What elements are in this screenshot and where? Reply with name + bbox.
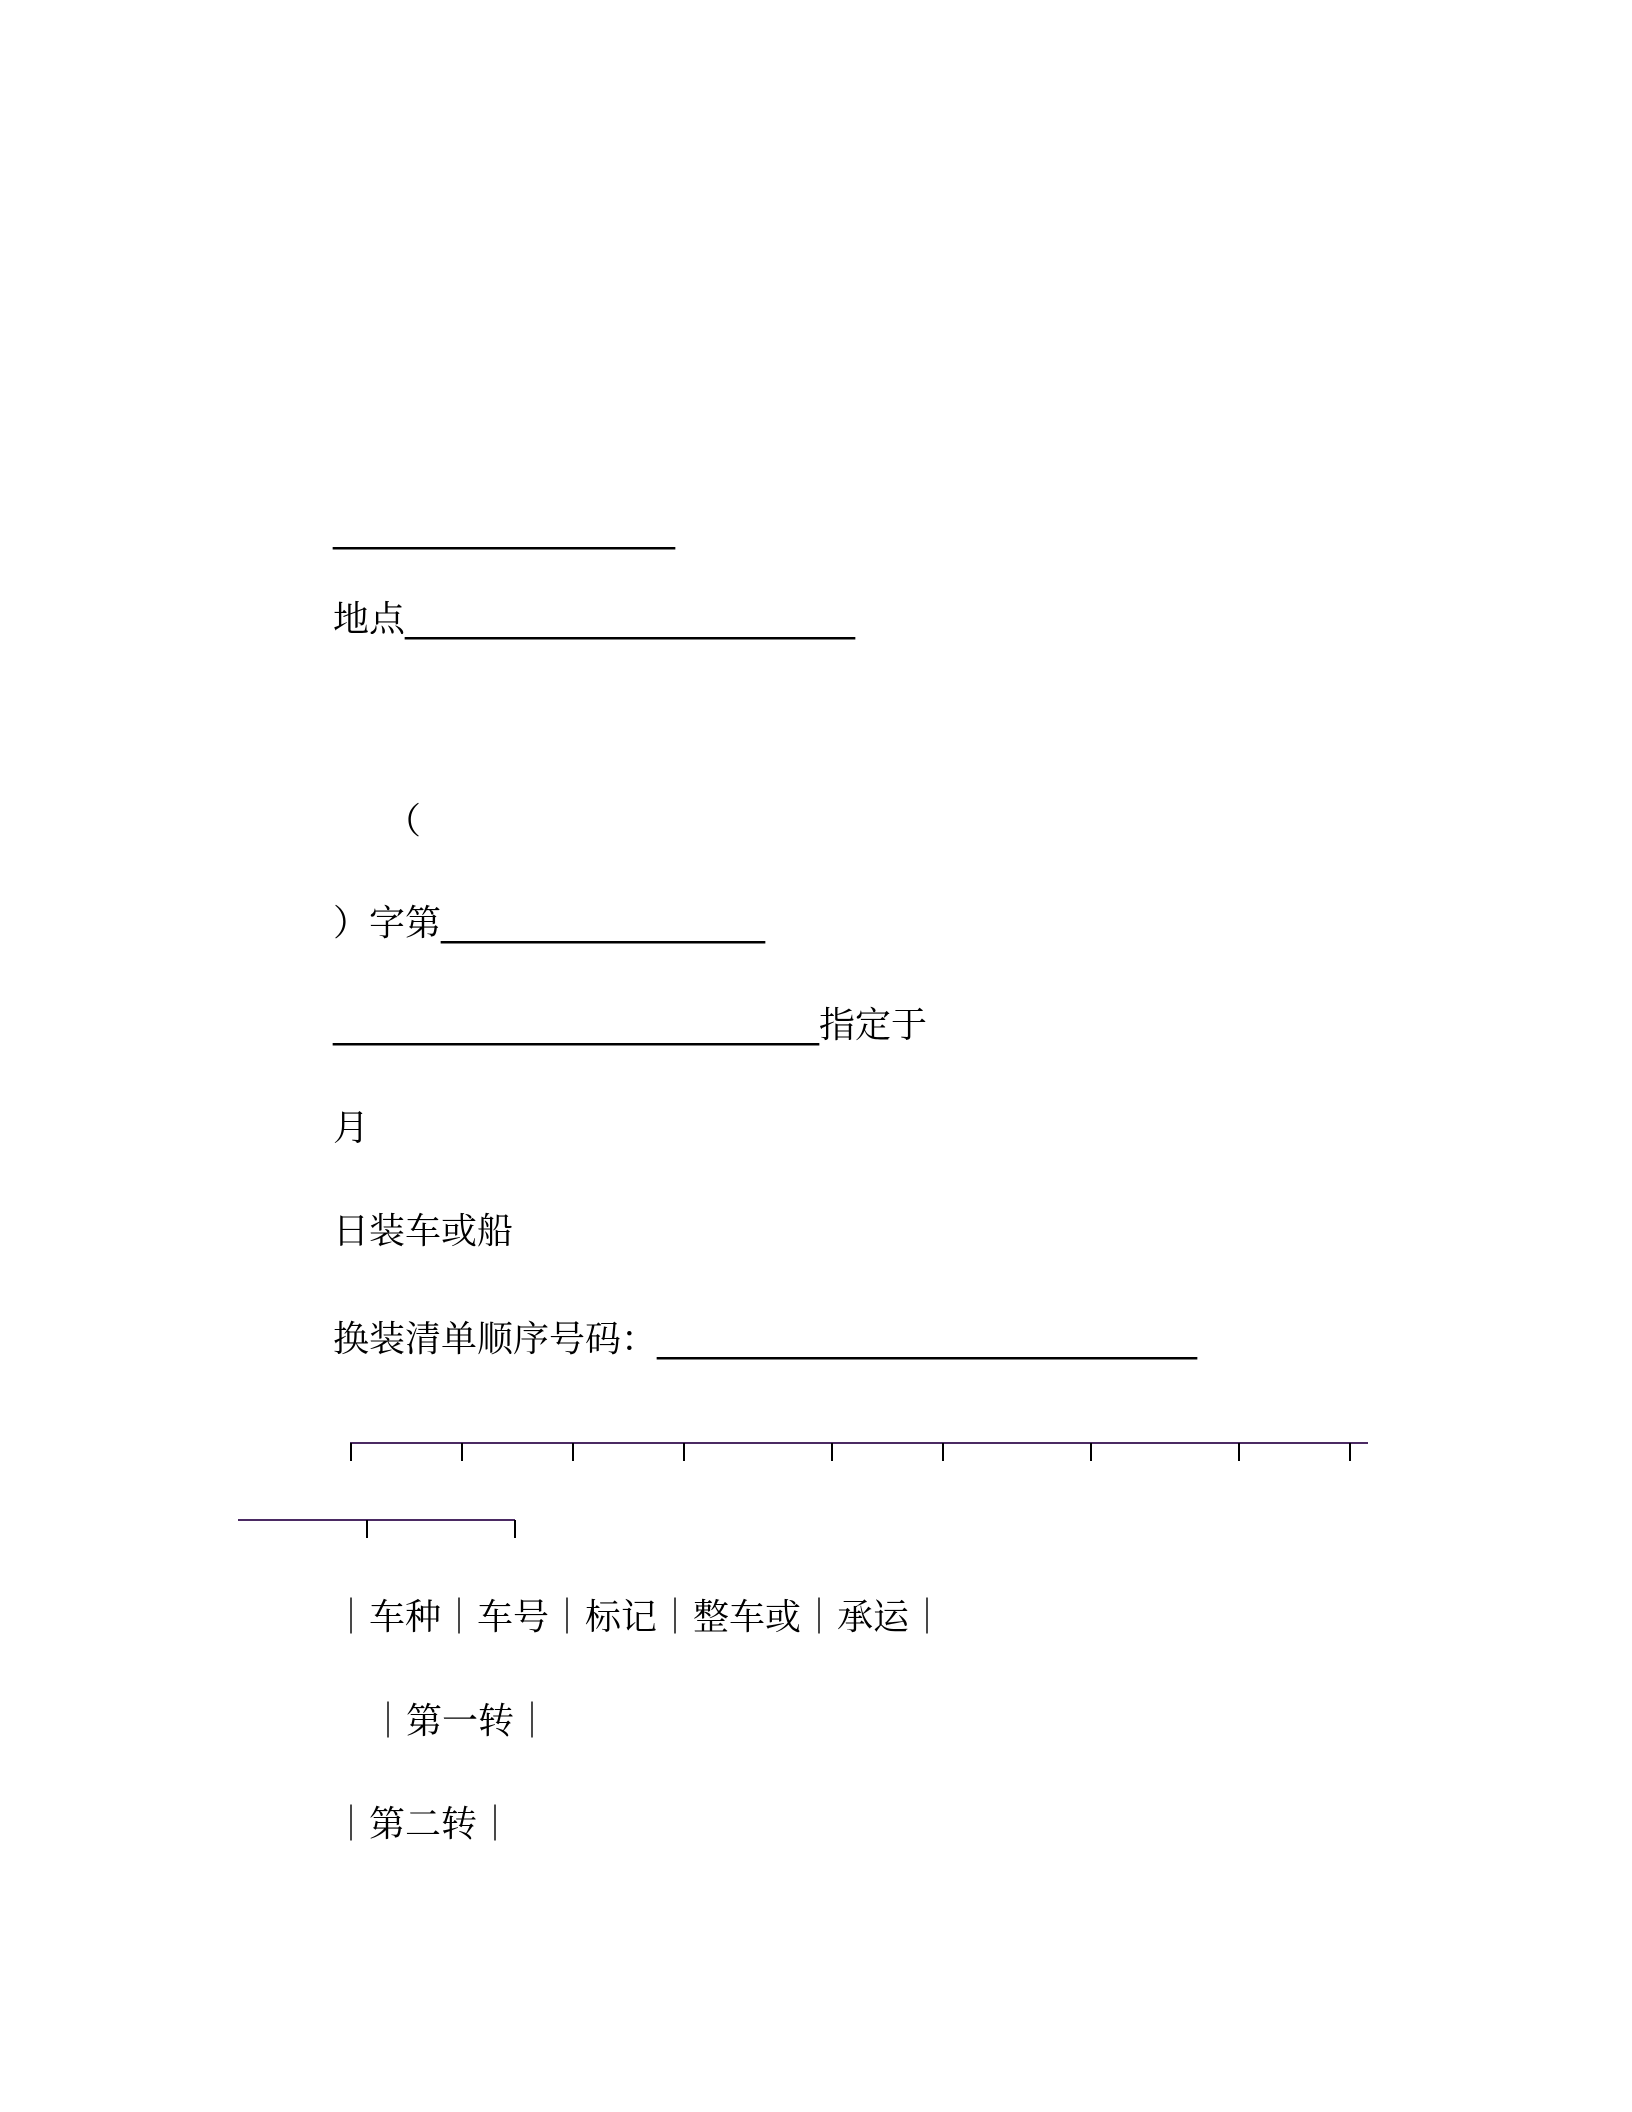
table-top-border [350,1442,1368,1444]
table-col-tick [683,1443,685,1461]
table-header-row: ｜车种｜车号｜标记｜整车或｜承运｜ [333,1597,946,1638]
table-col-tick [831,1443,833,1461]
word-number-line: ）字第__________________ [333,903,766,944]
location-line: 地点_________________________ [333,599,855,640]
table-col-tick [514,1520,516,1538]
table-col-tick [461,1443,463,1461]
month-line: 月 [333,1108,370,1149]
table-col-tick [1238,1443,1240,1461]
table-col-tick [1090,1443,1092,1461]
transfer-list-number-line: 换装清单顺序号码：______________________________ [333,1319,1198,1360]
open-paren-line: （ [385,801,422,842]
table-col-tick [1349,1443,1351,1461]
table-second-border [238,1519,515,1521]
table-col-tick [350,1443,352,1461]
day-load-line: 日装车或船 [333,1211,514,1252]
table-col-tick [572,1443,574,1461]
blank-line-1: ___________________ [333,509,675,550]
table-col-tick [366,1520,368,1538]
first-transfer-row: ｜第一转｜ [370,1701,551,1742]
second-transfer-row: ｜第二转｜ [333,1804,514,1845]
designated-at-line: ___________________________指定于 [333,1005,928,1046]
table-col-tick [942,1443,944,1461]
